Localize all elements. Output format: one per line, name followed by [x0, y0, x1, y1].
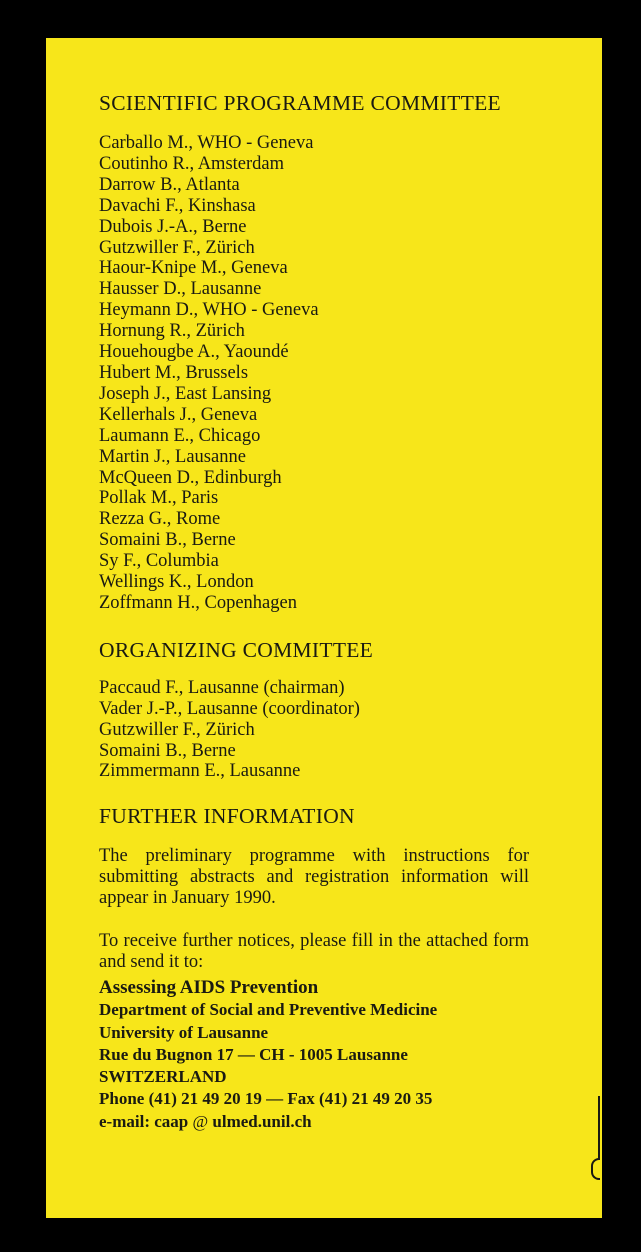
- email-domain: ulmed.unil.ch: [212, 1111, 312, 1131]
- list-item: Wellings K., London: [99, 572, 254, 593]
- paper-edge-mark: [598, 1096, 600, 1160]
- address-university: University of Lausanne: [99, 1022, 269, 1042]
- list-item: Hubert M., Brussels: [99, 362, 249, 383]
- list-item: Heymann D., WHO - Geneva: [99, 300, 319, 321]
- brochure-page: [46, 38, 602, 1218]
- list-item: Davachi F., Kinshasa: [99, 195, 256, 216]
- address-department: Department of Social and Preventive Medicine: [99, 1000, 438, 1020]
- list-item: Vader J.-P., Lausanne (coordinator): [99, 698, 360, 719]
- list-item: Joseph J., East Lansing: [99, 383, 272, 404]
- list-item: McQueen D., Edinburgh: [99, 467, 282, 488]
- send-instructions-text: To receive further notices, please fill in the attached form and send it to:: [99, 931, 529, 972]
- list-item: Gutzwiller F., Zürich: [99, 719, 255, 740]
- address-organization: Assessing AIDS Prevention: [99, 976, 319, 998]
- list-item: Darrow B., Atlanta: [99, 174, 240, 195]
- at-sign: @: [192, 1111, 209, 1131]
- organizing-committee-heading: ORGANIZING COMMITTEE: [99, 637, 374, 662]
- address-phone-fax: Phone (41) 21 49 20 19 — Fax (41) 21 49 20 35: [99, 1089, 433, 1109]
- list-item: Kellerhals J., Geneva: [99, 404, 258, 425]
- list-item: Laumann E., Chicago: [99, 425, 261, 446]
- list-item: Gutzwiller F., Zürich: [99, 237, 255, 258]
- list-item: Martin J., Lausanne: [99, 446, 246, 467]
- list-item: Coutinho R., Amsterdam: [99, 153, 284, 174]
- address-street: Rue du Bugnon 17 — CH - 1005 Lausanne: [99, 1044, 408, 1064]
- list-item: Zoffmann H., Copenhagen: [99, 592, 297, 613]
- list-item: Hornung R., Zürich: [99, 321, 245, 342]
- list-item: Haour-Knipe M., Geneva: [99, 258, 288, 279]
- list-item: Sy F., Columbia: [99, 551, 219, 572]
- scientific-committee-list: [99, 133, 529, 614]
- programme-announcement-text: The preliminary programme with instructions for submitting abstracts and registration information will appear in January 1990.: [99, 846, 529, 909]
- address-country: SWITZERLAND: [99, 1067, 227, 1087]
- email-prefix: e-mail: caap: [99, 1111, 189, 1131]
- mailing-address: [99, 977, 529, 1133]
- list-item: Pollak M., Paris: [99, 488, 219, 509]
- scientific-committee-heading: SCIENTIFIC PROGRAMME COMMITTEE: [99, 91, 501, 115]
- list-item: Hausser D., Lausanne: [99, 279, 262, 300]
- paper-edge-curl: [591, 1158, 600, 1180]
- list-item: Rezza G., Rome: [99, 509, 221, 530]
- list-item: Houehougbe A., Yaoundé: [99, 342, 289, 363]
- organizing-committee-list: [99, 678, 529, 783]
- page-content: [99, 90, 529, 1133]
- further-information-heading: FURTHER INFORMATION: [99, 804, 355, 829]
- address-email: [99, 1111, 529, 1133]
- list-item: Zimmermann E., Lausanne: [99, 761, 301, 782]
- list-item: Somaini B., Berne: [99, 740, 236, 761]
- list-item: Dubois J.-A., Berne: [99, 216, 247, 237]
- list-item: Carballo M., WHO - Geneva: [99, 133, 314, 153]
- list-item: Paccaud F., Lausanne (chairman): [99, 677, 345, 698]
- list-item: Somaini B., Berne: [99, 530, 236, 551]
